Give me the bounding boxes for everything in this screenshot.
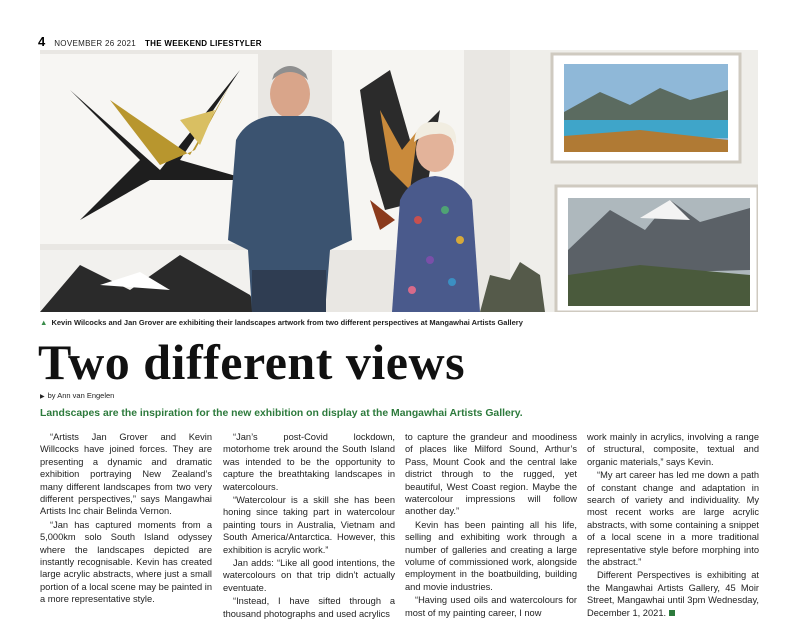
landscape-painting-lake — [552, 54, 740, 162]
paragraph: “Instead, I have sifted through a thousand photographs and used acrylics — [223, 596, 395, 619]
abstract-painting-left — [40, 54, 258, 244]
byline — [40, 391, 114, 400]
final-text: Different Perspectives is exhibiting at the Mangawhai Artists Gallery, 45 Moir Street, Mangawhai until 3pm Wednesday, December 1, 2021. — [587, 570, 759, 618]
article-column-2 — [223, 431, 395, 621]
paragraph-final — [587, 569, 759, 619]
paragraph: “Watercolour is a skill she has been honing since taking part in watercolour painting tours in Australia, Vietnam and South America/Antarctica. However, this exhibition is acrylic work.” — [223, 495, 395, 555]
caption-triangle-icon: ▲ — [40, 318, 48, 327]
gallery-photo-illustration — [40, 50, 758, 312]
page-header — [38, 34, 262, 48]
gallery-photo — [40, 50, 758, 312]
paragraph: “Jan has captured moments from a 5,000km solo South Island odyssey where the landscapes depicted are instantly recognisable. Kevin has created large acrylic abstracts, where just a small portion of a local scene may be painted in a more representative style. — [40, 519, 212, 605]
paragraph: “Artists Jan Grover and Kevin Willcocks have joined forces. They are presenting a dynamic and dramatic exhibition portraying New Zealand’s many different landscapes from two very different perspectives,” says Mangawhai Artists Inc chair Belinda Vernon. — [40, 432, 212, 517]
abstract-painting-lower-left — [40, 250, 260, 312]
article-headline: Two different views — [38, 334, 466, 390]
caption-text: Kevin Wilcocks and Jan Grover are exhibiting their landscapes artwork from two different perspectives at Mangawhai Artists Gallery — [51, 318, 523, 327]
landscape-painting-mountain — [556, 186, 758, 312]
page-number: 4 — [38, 34, 46, 49]
paragraph: Jan adds: “Like all good intentions, the watercolours on that trip didn’t actually eventuate. — [223, 558, 395, 593]
article-column-4 — [587, 431, 759, 620]
paragraph: Kevin has been painting all his life, selling and exhibiting work through a number of galleries and creating a large volume of commissioned work, alongside employment in the boatbuilding, building and movie industries. — [405, 519, 577, 592]
standfirst: Landscapes are the inspiration for the new exhibition on display at the Mangawhai Artists Gallery. — [40, 408, 523, 419]
article-column-3 — [405, 431, 577, 620]
section-title: THE WEEKEND LIFESTYLER — [144, 39, 262, 48]
photo-caption — [40, 318, 758, 327]
article-column-1 — [40, 431, 212, 607]
paragraph: “My art career has led me down a path of constant change and adaptation in search of variety and individuality. My most recent works are large acrylic abstracts, with some containing a snippet of a local scene in a more traditional representative style before morphing into the abstract.” — [587, 470, 759, 568]
paragraph: “Having used oils and watercolours for most of my painting career, I now — [405, 595, 577, 618]
paragraph: work mainly in acrylics, involving a range of structural, composite, textual and organic materials,” says Kevin. — [587, 432, 759, 467]
paragraph: to capture the grandeur and moodiness of places like Milford Sound, Arthur’s Pass, Mount Cook and the central lake district through to the rugged, yet beautiful, West Coast region. Maybe the watercolour impressions will follow another day.” — [405, 432, 577, 517]
byline-arrow-icon: ▶ — [40, 394, 45, 400]
issue-date: NOVEMBER 26 2021 — [54, 39, 136, 48]
paragraph: “Jan’s post-Covid lockdown, motorhome trek around the South Island was intended to be the opportunity to capture the breathtaking landscapes in watercolours. — [223, 432, 395, 492]
byline-text: by Ann van Engelen — [47, 391, 115, 400]
end-of-article-icon — [669, 610, 675, 616]
